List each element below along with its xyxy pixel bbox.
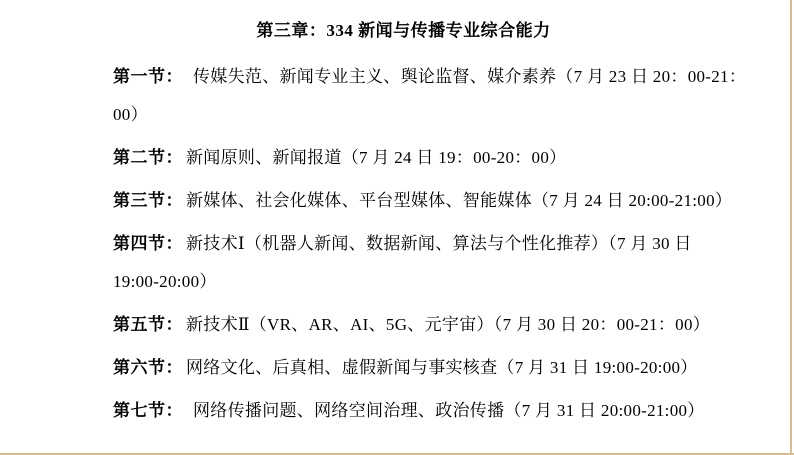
section-1-text: 传媒失范、新闻专业主义、舆论监督、媒介素养（7 月 23 日 20：00-21： <box>193 67 747 86</box>
section-3-text: 新媒体、社会化媒体、平台型媒体、智能媒体（7 月 24 日 20:00-21:00） <box>186 191 733 210</box>
section-6 <box>113 349 698 387</box>
section-6-line-1 <box>113 349 698 387</box>
section-5-line-1 <box>113 306 711 344</box>
section-2-text: 新闻原则、新闻报道（7 月 24 日 19：00-20：00） <box>186 148 567 167</box>
section-1-line-1 <box>113 58 747 96</box>
section-3-label: 第三节： <box>113 191 183 210</box>
section-7-line-1 <box>113 392 705 430</box>
section-7 <box>113 392 705 430</box>
section-3 <box>113 182 733 220</box>
section-4-label: 第四节： <box>113 234 183 253</box>
section-5-label: 第五节： <box>113 315 183 334</box>
section-2 <box>113 139 694 177</box>
section-4-line-1 <box>113 225 694 263</box>
section-4-text-cont: 19:00-20:00） <box>113 272 217 291</box>
section-1-text-cont: 00） <box>113 105 148 124</box>
section-5-text: 新技术Ⅱ（VR、AR、AI、5G、元宇宙）（7 月 30 日 20：00-21：00） <box>186 315 711 334</box>
section-4-text: 新技术Ⅰ（机器人新闻、数据新闻、算法与个性化推荐）（7 月 30 日 <box>186 234 692 253</box>
page-border-right <box>790 0 792 455</box>
chapter-title: 第三章：334 新闻与传播专业综合能力 <box>256 21 551 40</box>
section-1-label: 第一节： <box>113 67 183 86</box>
section-1-line-2 <box>113 96 694 134</box>
section-6-label: 第六节： <box>113 358 183 377</box>
section-2-label: 第二节： <box>113 148 183 167</box>
section-7-text: 网络传播问题、网络空间治理、政治传播（7 月 31 日 20:00-21:00） <box>193 401 705 420</box>
section-4 <box>113 225 694 301</box>
section-2-line-1 <box>113 139 694 177</box>
section-5 <box>113 306 711 344</box>
section-7-label: 第七节： <box>113 401 183 420</box>
section-1 <box>113 58 747 134</box>
section-4-line-2 <box>113 263 694 301</box>
section-3-line-1 <box>113 182 733 220</box>
section-6-text: 网络文化、后真相、虚假新闻与事实核查（7 月 31 日 19:00-20:00） <box>186 358 698 377</box>
